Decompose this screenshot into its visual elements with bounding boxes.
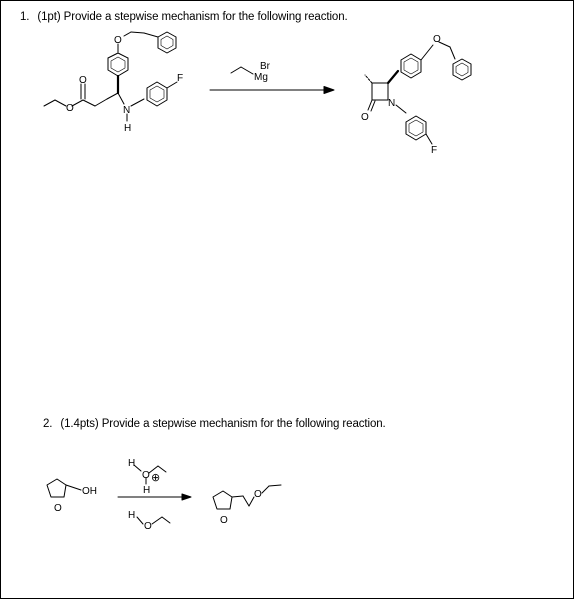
q1-start-f: F [177,73,184,84]
q2-reagent-top-h2: H [143,485,151,496]
q1-product-f: F [431,145,438,156]
q1-product-carbonyl-o: O [361,112,369,123]
q2-product [213,485,281,509]
q2-reagent-top-h: H [128,458,136,469]
q1-reaction-arrow [210,87,334,94]
q2-product-ether-o: O [254,489,262,500]
q1-start-carbonyl-o: O [79,75,87,86]
q2-reagent-bottom [137,517,170,524]
q1-reagent-mg: Mg [254,72,268,83]
q1-start-ether-o: O [114,35,122,46]
q1-start-h: H [124,123,132,134]
q1-product-ether-o: O [433,34,441,45]
question-2-text: (1.4pts) Provide a stepwise mechanism for the following reaction. [60,418,386,430]
q2-reagent-top-charge: ⊕ [151,472,161,484]
q2-reagent-top-o: O [142,470,150,481]
q2-product-ring-o: O [220,515,228,526]
q2-reaction-arrow [118,494,191,500]
q1-starting-material [44,32,177,121]
atom-labels [54,34,441,532]
q1-start-ester-o: O [66,103,74,114]
question-2-number: 2. [43,418,53,430]
question-1-number: 1. [20,11,30,23]
q1-grignard-reagent [231,67,253,74]
q1-reagent-br: Br [260,61,270,72]
q2-reagent-top [134,465,166,484]
q2-reagent-bottom-h: H [128,510,136,521]
q2-starting-material [47,479,81,497]
q2-reagent-bottom-o: O [144,521,152,532]
q1-start-n: N [123,105,131,116]
q1-product [365,42,471,144]
q1-product-n: N [388,98,396,109]
q2-start-ring-o: O [54,503,62,514]
question-1-text: (1pt) Provide a stepwise mechanism for the following reaction. [37,11,348,23]
q2-start-oh: OH [82,486,97,497]
